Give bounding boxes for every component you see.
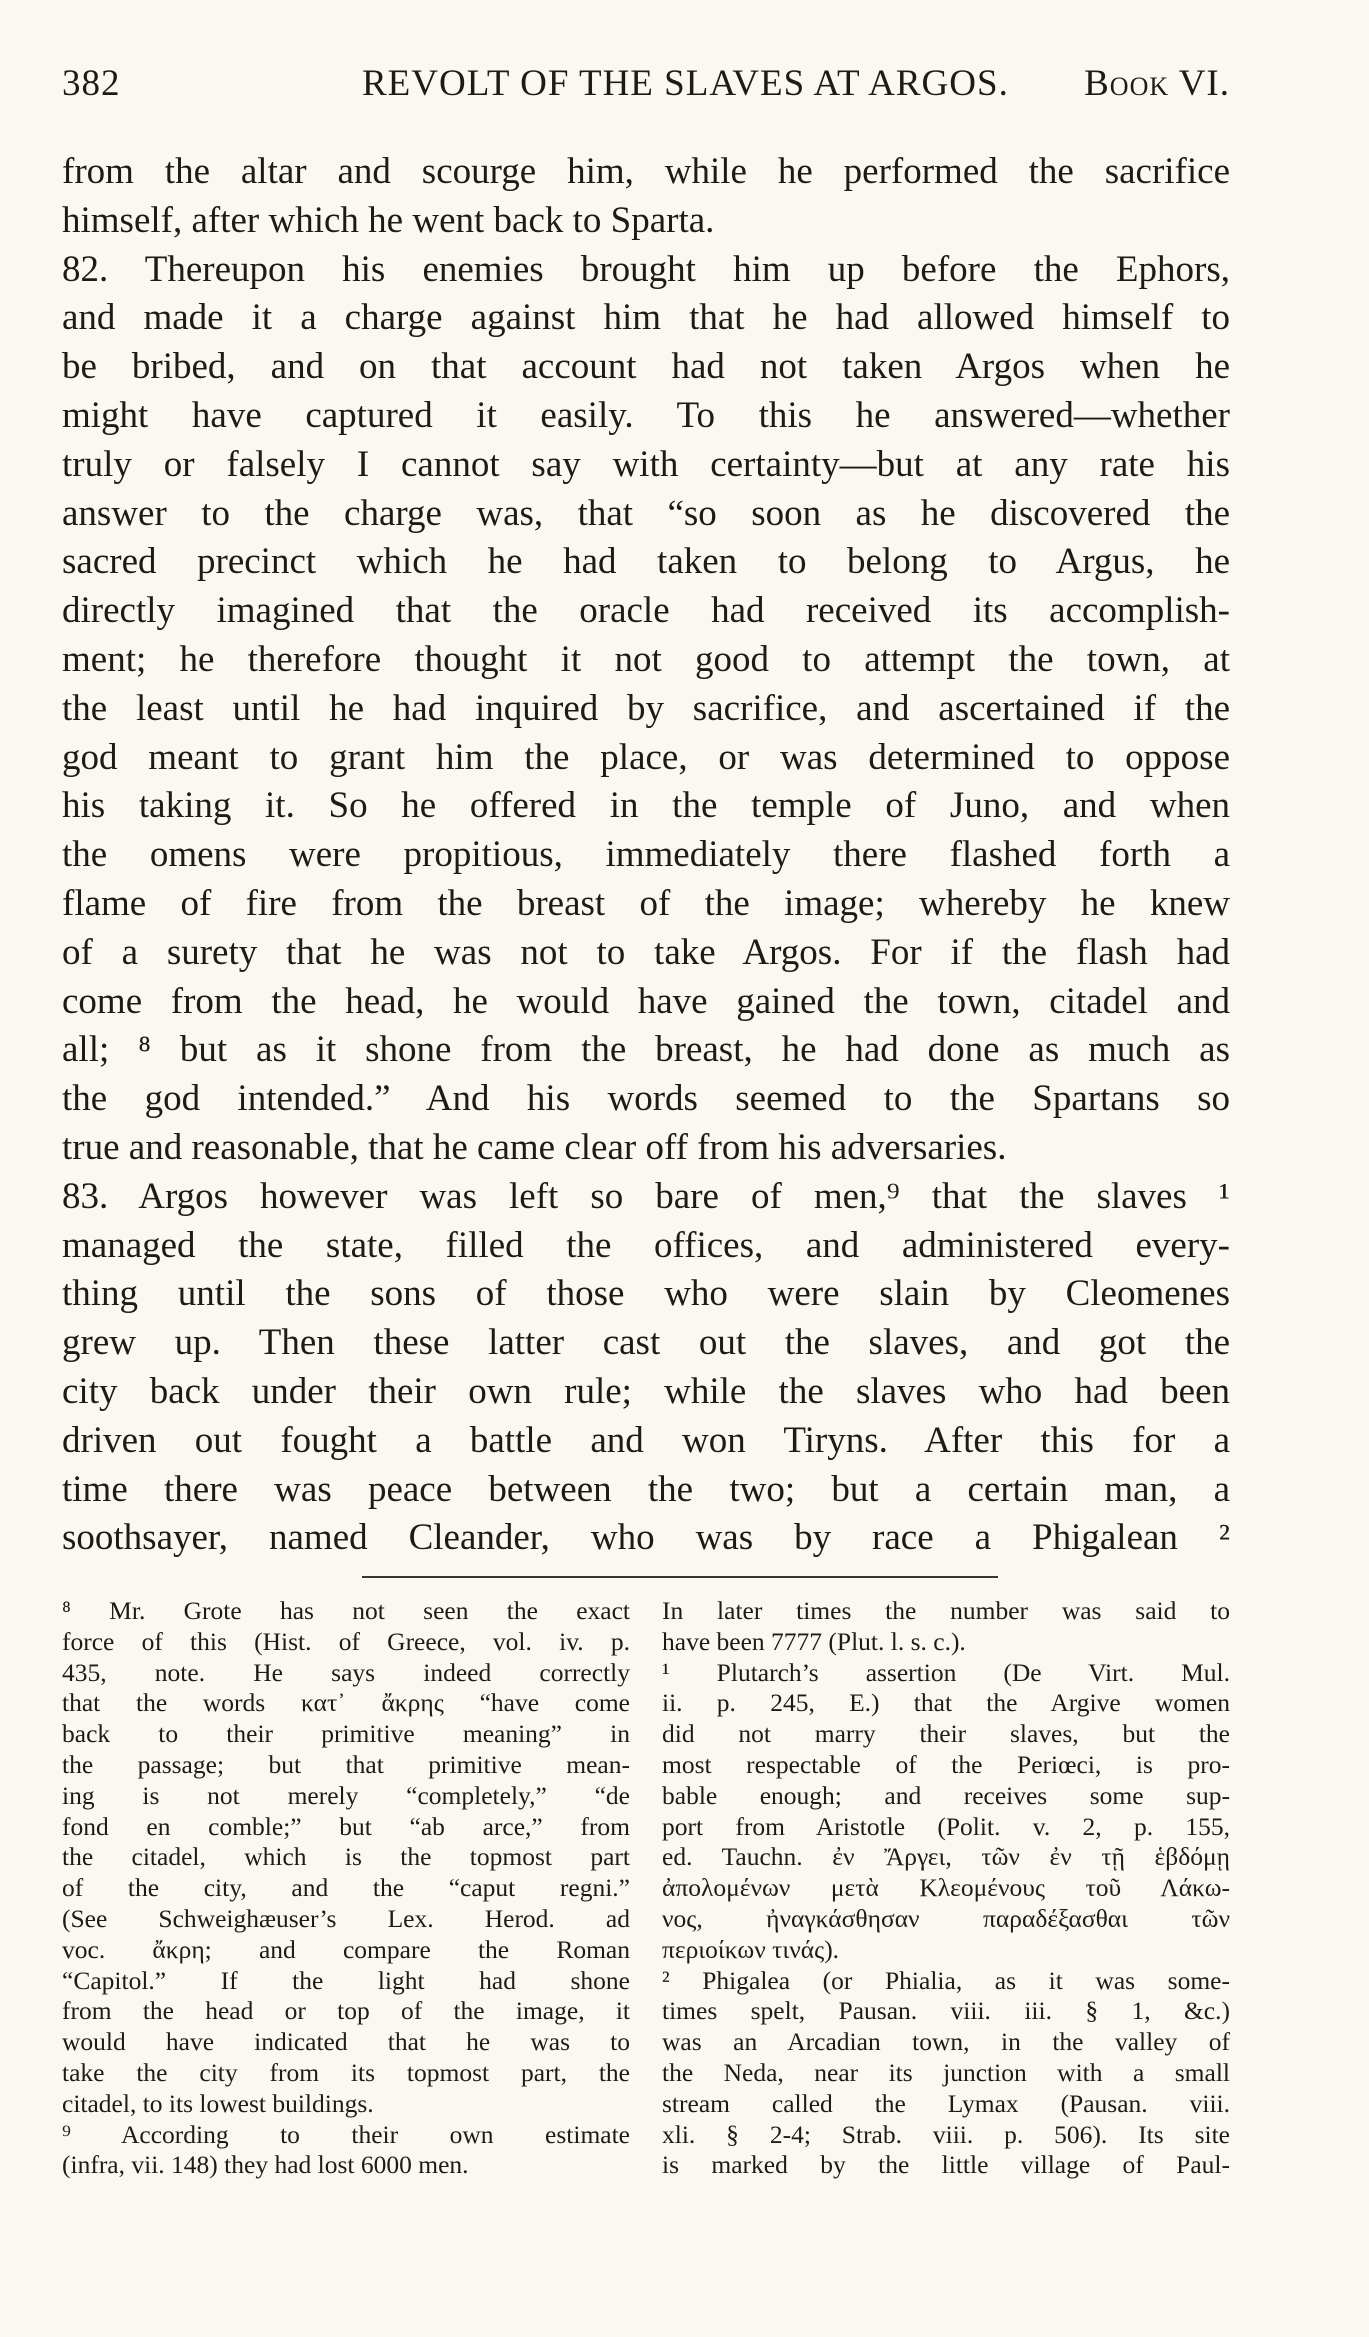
footnote-line: περιοίκων τινάς). — [662, 1934, 840, 1964]
body-line: come from the head, he would have gained the town, citadel and — [62, 980, 1230, 1022]
footnote-line: from the head or top of the image, it — [62, 1996, 630, 2026]
body-line: time there was peace between the two; but a certain man, a — [62, 1468, 1230, 1510]
body-line: all; ⁸ but as it shone from the breast, he had done as much as — [62, 1029, 1230, 1071]
footnote-line: bable enough; and receives some sup- — [662, 1780, 1230, 1810]
body-line: city back under their own rule; while the slaves who had been — [62, 1370, 1230, 1412]
footnote-line: is marked by the little village of Paul- — [662, 2150, 1230, 2180]
footnote-line: the citadel, which is the topmost part — [62, 1842, 630, 1872]
footnote-line: fond en comble;” but “ab arce,” from — [62, 1811, 630, 1841]
footnote-line: back to their primitive meaning” in — [62, 1719, 630, 1749]
body-line: from the altar and scourge him, while he performed the sacrifice — [62, 151, 1230, 192]
footnotes-right-column — [662, 1596, 1230, 2181]
footnote-line: ing is not merely “completely,” “de — [62, 1780, 630, 1810]
footnote-line: voc. ἄκρη; and compare the Roman — [62, 1934, 630, 1964]
running-title: REVOLT OF THE SLAVES AT ARGOS. — [362, 63, 1009, 104]
body-line: sacred precinct which he had taken to belong to Argus, he — [62, 541, 1230, 583]
footnote-line: ed. Tauchn. ἐν Ἄργει, τῶν ἐν τῇ ἑβδόμῃ — [662, 1842, 1230, 1872]
body-line: driven out fought a battle and won Tiryns. After this for a — [62, 1419, 1230, 1461]
body-line: and made it a charge against him that he had allowed himself to — [62, 297, 1230, 339]
footnote-line: ⁹ According to their own estimate — [62, 2119, 630, 2149]
footnote-line: take the city from its topmost part, the — [62, 2057, 630, 2087]
body-line: flame of fire from the breast of the image; whereby he knew — [62, 882, 1230, 924]
footnote-line: ii. p. 245, E.) that the Argive women — [662, 1688, 1230, 1718]
page-number: 382 — [62, 63, 121, 104]
body-line: be bribed, and on that account had not taken Argos when he — [62, 346, 1230, 388]
body-line: himself, after which he went back to Sparta. — [62, 199, 715, 241]
body-line: ment; he therefore thought it not good to attempt the town, at — [62, 638, 1230, 680]
footnote-line: ⁸ Mr. Grote has not seen the exact — [62, 1596, 630, 1625]
body-line: might have captured it easily. To this he answered—whether — [62, 394, 1230, 436]
footnotes-left-column — [62, 1596, 630, 2181]
footnote-line: have been 7777 (Plut. l. s. c.). — [662, 1626, 966, 1656]
body-line: the god intended.” And his words seemed to the Spartans so — [62, 1078, 1230, 1120]
body-line: the least until he had inquired by sacrifice, and ascertained if the — [62, 687, 1230, 729]
footnote-line: 435, note. He says indeed correctly — [62, 1657, 630, 1687]
footnote-line: ¹ Plutarch’s assertion (De Virt. Mul. — [662, 1657, 1230, 1687]
footnote-line: stream called the Lymax (Pausan. viii. — [662, 2088, 1230, 2118]
footnote-line: was an Arcadian town, in the valley of — [662, 2027, 1230, 2057]
footnote-line: port from Aristotle (Polit. v. 2, p. 155, — [662, 1811, 1230, 1841]
footnote-line: of the city, and the “caput regni.” — [62, 1873, 630, 1903]
footnote-line: times spelt, Pausan. viii. iii. § 1, &c.) — [662, 1996, 1230, 2026]
book-label: Book VI. — [1084, 63, 1230, 104]
footnote-line: xli. § 2-4; Strab. viii. p. 506). Its site — [662, 2119, 1230, 2149]
footnote-line: citadel, to its lowest buildings. — [62, 2088, 374, 2118]
body-line: the omens were propitious, immediately there flashed forth a — [62, 834, 1230, 876]
footnote-line: did not marry their slaves, but the — [662, 1719, 1230, 1749]
body-line: answer to the charge was, that “so soon as he discovered the — [62, 492, 1230, 534]
footnote-line: that the words κατ᾽ ἄκρης “have come — [62, 1688, 630, 1718]
footnote-divider — [362, 1576, 998, 1578]
footnote-line: νος, ἠναγκάσθησαν παραδέξασθαι τῶν — [662, 1903, 1230, 1933]
footnote-line: most respectable of the Periœci, is pro- — [662, 1749, 1230, 1779]
body-line: grew up. Then these latter cast out the slaves, and got the — [62, 1322, 1230, 1364]
body-text — [62, 148, 1230, 1563]
body-line: 83. Argos however was left so bare of men,⁹ that the slaves ¹ — [62, 1175, 1230, 1217]
page-header — [62, 52, 1230, 112]
body-line: 82. Thereupon his enemies brought him up before the Ephors, — [62, 248, 1230, 290]
footnote-line: In later times the number was said to — [662, 1596, 1230, 1625]
footnote-line: would have indicated that he was to — [62, 2027, 630, 2057]
body-line: true and reasonable, that he came clear off from his adversaries. — [62, 1126, 1007, 1168]
body-line: managed the state, filled the offices, and administered every- — [62, 1224, 1230, 1266]
body-line: thing until the sons of those who were slain by Cleomenes — [62, 1273, 1230, 1315]
body-line: soothsayer, named Cleander, who was by race a Phigalean ² — [62, 1517, 1230, 1559]
footnote-line: ἀπολομένων μετὰ Κλεομένους τοῦ Λάκω- — [662, 1873, 1230, 1903]
footnote-line: (infra, vii. 148) they had lost 6000 men. — [62, 2150, 469, 2180]
body-line: truly or falsely I cannot say with certainty—but at any rate his — [62, 443, 1230, 485]
body-line: directly imagined that the oracle had received its accomplish- — [62, 590, 1230, 632]
footnote-line: “Capitol.” If the light had shone — [62, 1965, 630, 1995]
footnote-line: force of this (Hist. of Greece, vol. iv. p. — [62, 1626, 630, 1656]
footnote-line: the passage; but that primitive mean- — [62, 1749, 630, 1779]
body-line: god meant to grant him the place, or was determined to oppose — [62, 736, 1230, 778]
footnote-line: ² Phigalea (or Phialia, as it was some- — [662, 1965, 1230, 1995]
footnote-line: (See Schweighæuser’s Lex. Herod. ad — [62, 1903, 630, 1933]
body-line: his taking it. So he offered in the temple of Juno, and when — [62, 785, 1230, 827]
body-line: of a surety that he was not to take Argos. For if the flash had — [62, 931, 1230, 973]
footnote-line: the Neda, near its junction with a small — [662, 2057, 1230, 2087]
